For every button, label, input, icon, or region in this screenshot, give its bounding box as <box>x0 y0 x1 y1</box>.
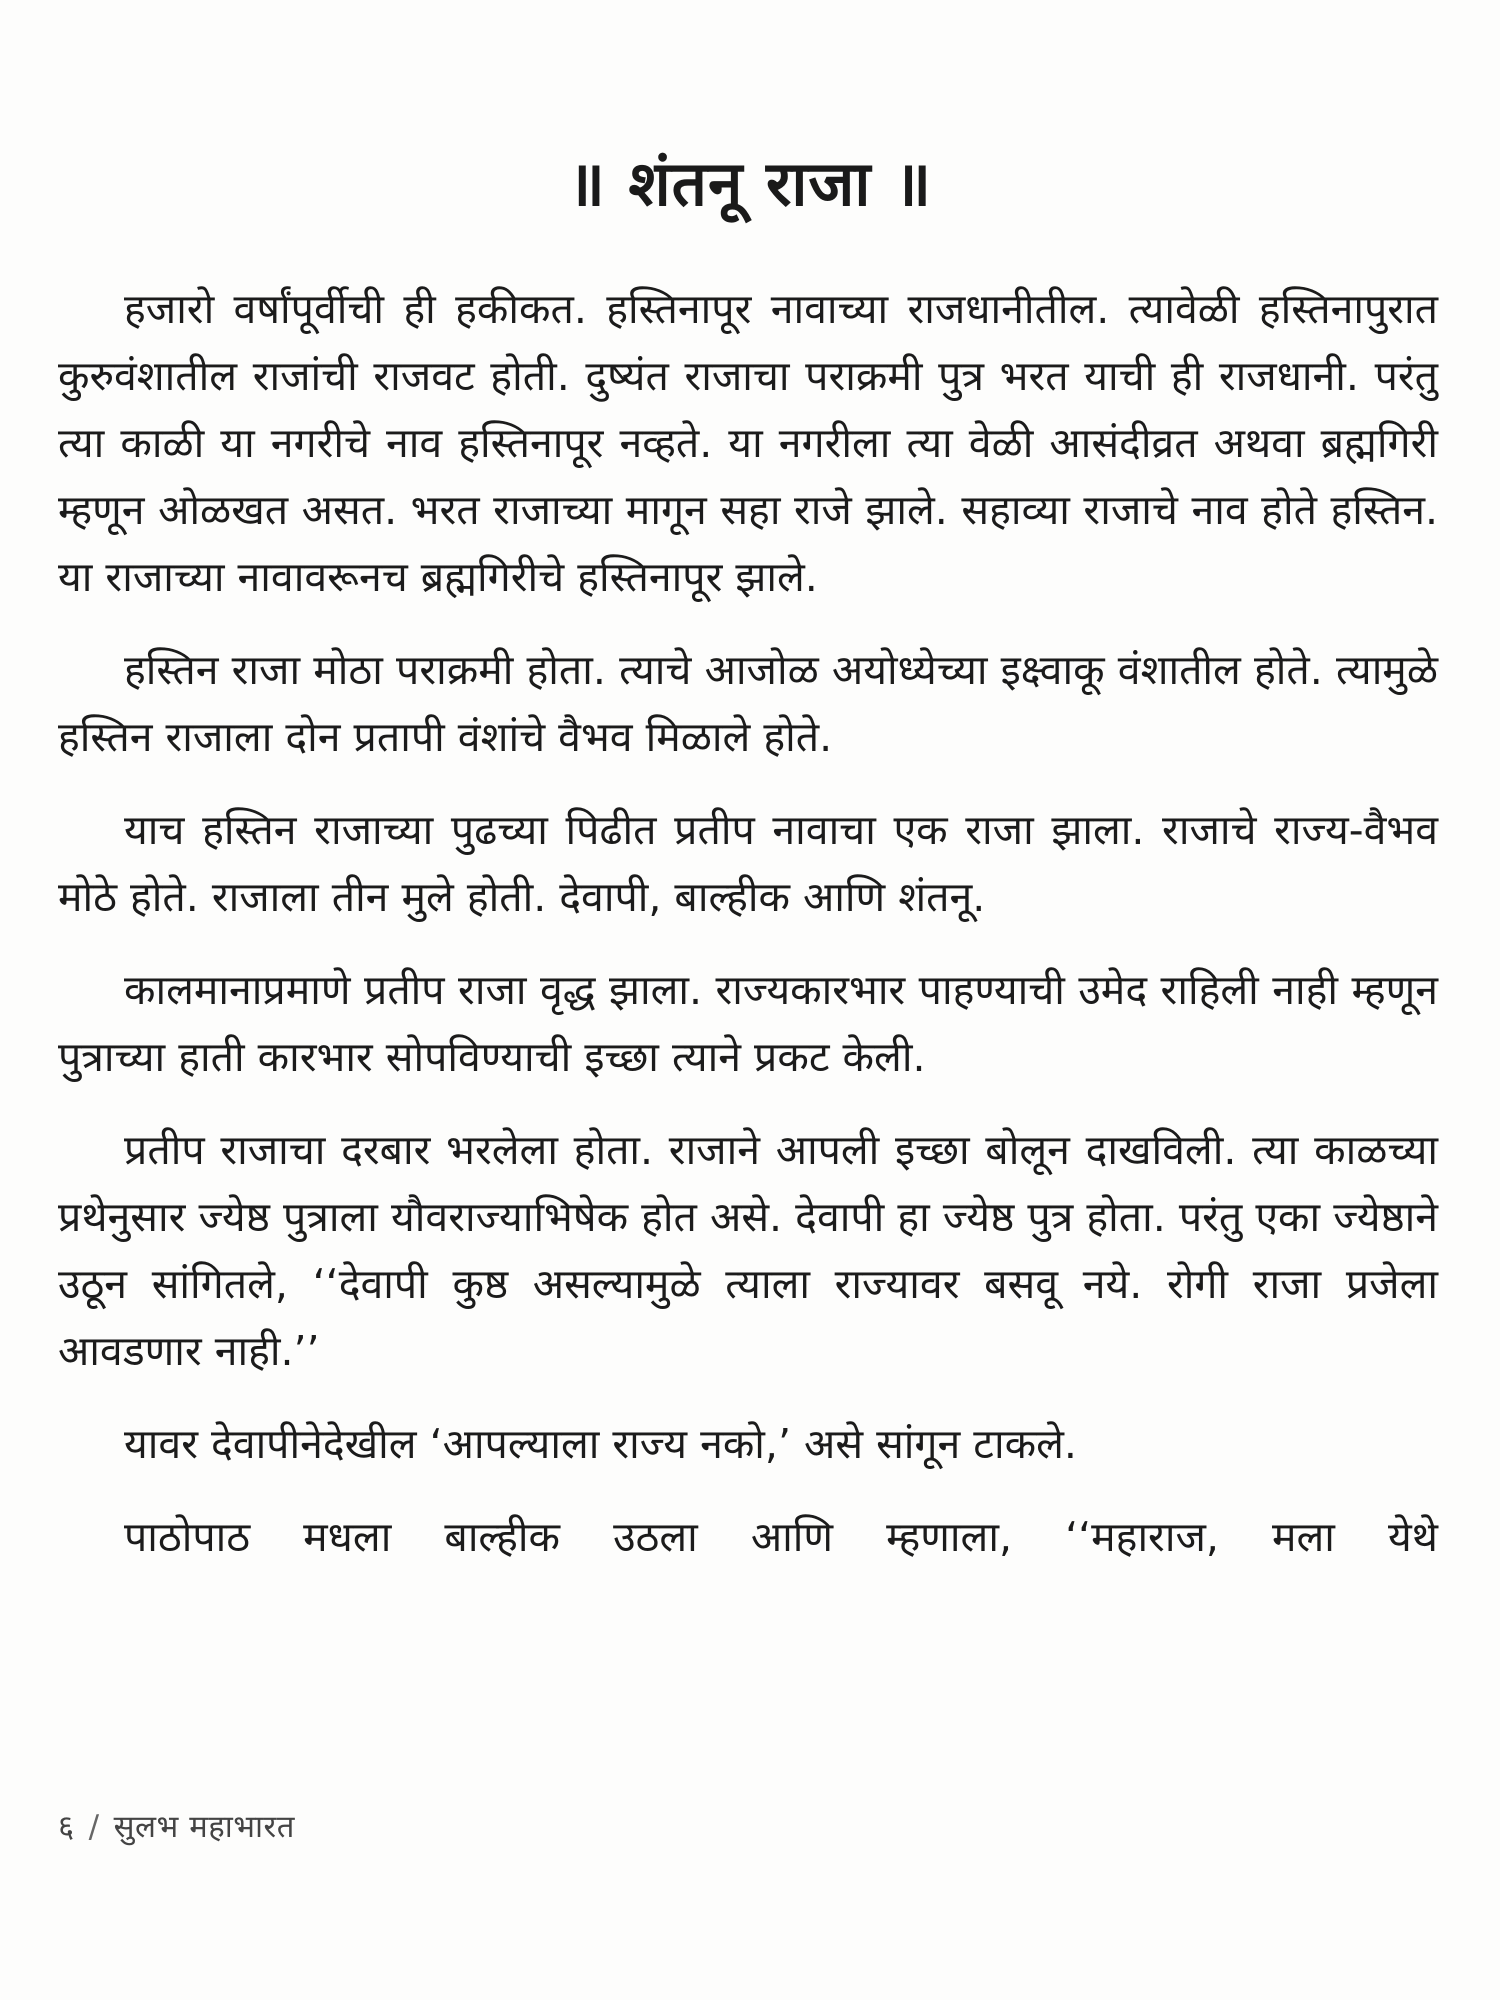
chapter-title: ॥ शंतनू राजा ॥ <box>567 147 933 220</box>
page-footer <box>58 1805 295 1847</box>
paragraph: हजारो वर्षांपूर्वीची ही हकीकत. हस्तिनापूर नावाच्या राजधानीतील. त्यावेळी हस्तिनापुरात कुरुवंशातील राजांची राजवट होती. दुष्यंत राजाचा पराक्रमी पुत्र भरत याची ही राजधानी. परंतु त्या काळी या नगरीचे नाव हस्तिनापूर नव्हते. या नगरीला त्या वेळी आसंदीव्रत अथवा ब्रह्मगिरी म्हणून ओळखत असत. भरत राजाच्या मागून सहा राजे झाले. सहाव्या राजाचे नाव होते हस्तिन. या राजाच्या नावावरूनच ब्रह्मगिरीचे हस्तिनापूर झाले. <box>58 285 1438 601</box>
paragraph: पाठोपाठ मधला बाल्हीक उठला आणि म्हणाला, ‘‘महाराज, मला येथे <box>124 1513 1438 1561</box>
book-title: सुलभ महाभारत <box>113 1809 295 1845</box>
paragraph: प्रतीप राजाचा दरबार भरलेला होता. राजाने आपली इच्छा बोलून दाखविली. त्या काळच्या प्रथेनुसार ज्येष्ठ पुत्राला यौवराज्याभिषेक होत असे. देवापी हा ज्येष्ठ पुत्र होता. परंतु एका ज्येष्ठाने उठून सांगितले, ‘‘देवापी कुष्ठ असल्यामुळे त्याला राज्यावर बसवू नये. रोगी राजा प्रजेला आवडणार नाही.’’ <box>58 1126 1438 1375</box>
footer-separator: / <box>88 1809 100 1845</box>
paragraph: यावर देवापीनेदेखील ‘आपल्याला राज्य नको,’ असे सांगून टाकले. <box>124 1420 1077 1468</box>
page-number: ६ <box>58 1809 75 1845</box>
paragraph: याच हस्तिन राजाच्या पुढच्या पिढीत प्रतीप नावाचा एक राजा झाला. राजाचे राज्य-वैभव मोठे होते. राजाला तीन मुले होती. देवापी, बाल्हीक आणि शंतनू. <box>58 806 1438 921</box>
paragraph: हस्तिन राजा मोठा पराक्रमी होता. त्याचे आजोळ अयोध्येच्या इक्ष्वाकू वंशातील होते. त्यामुळे हस्तिन राजाला दोन प्रतापी वंशांचे वैभव मिळाले होते. <box>58 646 1438 761</box>
chapter-body <box>58 276 1438 1571</box>
paragraph: कालमानाप्रमाणे प्रतीप राजा वृद्ध झाला. राज्यकारभार पाहण्याची उमेद राहिली नाही म्हणून पुत्राच्या हाती कारभार सोपविण्याची इच्छा त्याने प्रकट केली. <box>58 966 1438 1081</box>
